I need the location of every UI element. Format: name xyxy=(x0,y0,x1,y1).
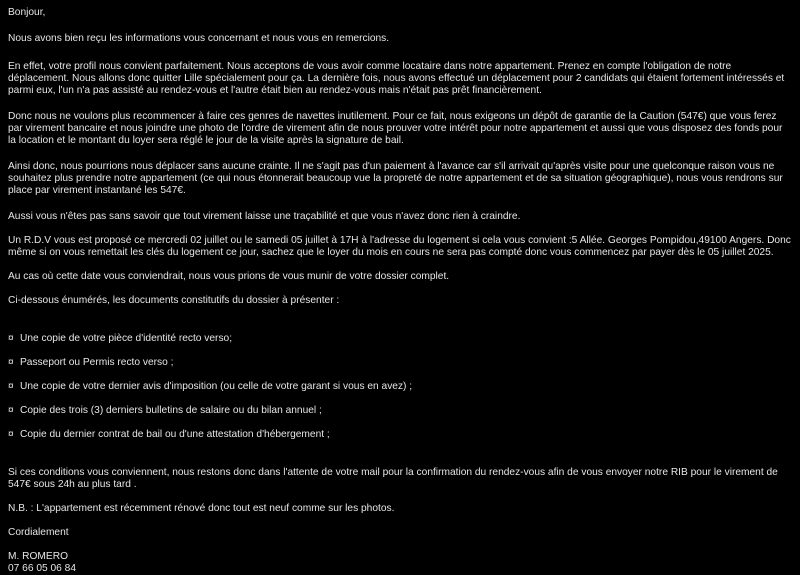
paragraph-documents-list-intro: Ci-dessous énumérés, les documents constitutifs du dossier à présenter : xyxy=(8,295,340,306)
list-item xyxy=(8,405,792,417)
list-item-text: Copie des trois (3) derniers bulletins de salaire ou du bilan annuel ; xyxy=(20,405,322,416)
list-item xyxy=(8,381,792,393)
paragraph-confirmation: Si ces conditions vous conviennent, nous restons donc dans l'attente de votre mail pour la confirmation du rendez-vous afin de vous envoyer notre RIB pour le virement de 547€ sous 24h au plus tard . xyxy=(8,467,778,490)
bullet-symbol: ¤ xyxy=(8,357,14,368)
list-item-text: Passeport ou Permis recto verso ; xyxy=(20,357,174,368)
bullet-symbol: ¤ xyxy=(8,333,14,344)
greeting: Bonjour, xyxy=(8,7,46,18)
list-item xyxy=(8,333,792,345)
paragraph-deposit: Donc nous ne voulons plus recommencer à faire ces genres de navettes inutilement. Pour ce fait, nous exigeons un dépôt de garantie de la Caution (547€) que vous ferez par virement bancaire et nous joindre une photo de l'ordre de virement afin de nous prouver votre intérêt pour notre appartement et aussi que vous disposez des fonds pour la location et le montant du loyer sera réglé le jour de la visite après la signature de bail. xyxy=(8,111,783,146)
paragraph-appointment: Un R.D.V vous est proposé ce mercredi 02 juillet ou le samedi 05 juillet à 17H à l'adresse du logement si cela vous convient :5 Allée. Georges Pompidou,49100 Angers. Donc même si on vous remettait les clés du logement ce jour, sachez que le loyer du mois en cours ne sera pas compté donc vous commencez par payer dès le 05 juillet 2025. xyxy=(8,235,791,258)
note: N.B. : L'appartement est récemment rénové donc tout est neuf comme sur les photos. xyxy=(8,503,395,514)
list-item-text: Copie du dernier contrat de bail ou d'une attestation d'hébergement ; xyxy=(20,429,330,440)
closing: Cordialement xyxy=(8,527,69,538)
bullet-symbol: ¤ xyxy=(8,405,14,416)
list-item xyxy=(8,429,792,441)
paragraph-profile: En effet, votre profil nous convient parfaitement. Nous acceptons de vous avoir comme locataire dans notre appartement. Prenez en compte l'obligation de notre déplacement. Nous allons donc quitter Lille spécialement pour ça. La dernière fois, nous avons effectué un déplacement pour 2 candidats qui étaient fortement intéressés et parmi eux, l'un n'a pas assisté au rendez-vous et l'autre était bien au rendez-vous mais n'était pas prêt financièrement. xyxy=(8,61,785,96)
paragraph-traceability: Aussi vous n'êtes pas sans savoir que tout virement laisse une traçabilité et que vous n'avez donc rien à craindre. xyxy=(8,211,521,222)
paragraph-refund: Ainsi donc, nous pourrions nous déplacer sans aucune crainte. Il ne s'agit pas d'un paiement à l'avance car s'il arrivait qu'après visite pour une quelconque raison vous ne souhaitez plus prendre notre appartement (ce qui nous étonnerait beaucoup vue la propreté de notre appartement et de sa situation géographique), nous vous rendrons sur place par virement instantané les 547€. xyxy=(8,161,783,196)
bullet-symbol: ¤ xyxy=(8,381,14,392)
list-item xyxy=(8,357,792,369)
documents-list xyxy=(8,333,792,441)
list-item-text: Une copie de votre pièce d'identité recto verso; xyxy=(20,333,233,344)
paragraph-documents-request: Au cas où cette date vous conviendrait, nous vous prions de vous munir de votre dossier complet. xyxy=(8,271,450,282)
signature-name: M. ROMERO xyxy=(8,551,68,562)
list-item-text: Une copie de votre dernier avis d'imposition (ou celle de votre garant si vous en avez) ; xyxy=(20,381,413,392)
bullet-symbol: ¤ xyxy=(8,429,14,440)
signature-phone: 07 66 05 06 84 xyxy=(8,563,76,574)
paragraph-thanks: Nous avons bien reçu les informations vous concernant et nous vous en remercions. xyxy=(8,33,390,44)
